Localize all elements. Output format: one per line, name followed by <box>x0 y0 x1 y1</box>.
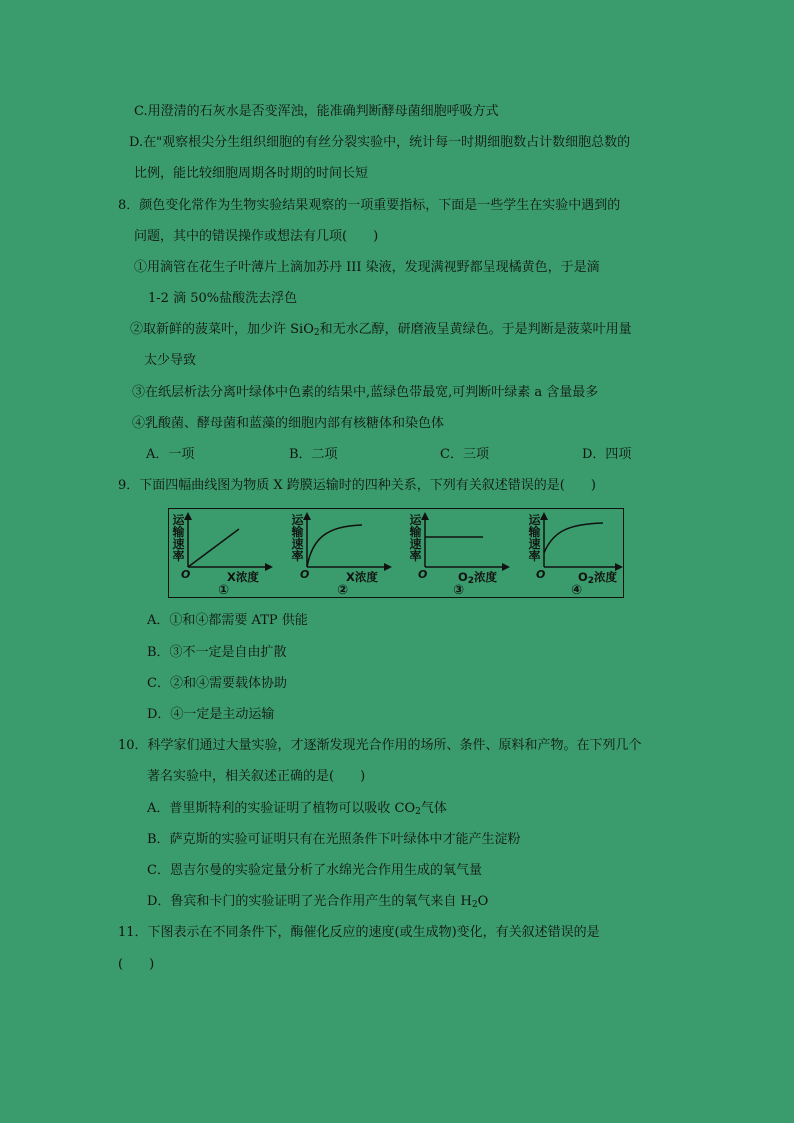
q8-item1-line2: 1-2 滴 50%盐酸洗去浮色 <box>148 291 298 306</box>
q9-graph-panel <box>168 508 624 598</box>
graph-3-number: ③ <box>453 583 465 598</box>
graph-1-ylabel: 运输速率 <box>172 513 185 563</box>
graph-3 <box>406 509 520 597</box>
q9-option-b: B．③不一定是自由扩散 <box>147 645 287 660</box>
graph-2-curve <box>307 525 362 567</box>
graph-2 <box>288 509 402 597</box>
q11-stem-line1: 11．下图表示在不同条件下，酶催化反应的速度(或生成物)变化，有关叙述错误的是 <box>118 925 600 940</box>
graph-1-number: ① <box>218 583 230 598</box>
q10-option-a: A．普里斯特利的实验证明了植物可以吸收 $CO_2$气体 <box>147 801 447 817</box>
graph-3-ylabel: 运输速率 <box>409 513 422 563</box>
graph-1 <box>169 509 283 597</box>
prev-option-d-line2: 比例，能比较细胞周期各时期的时间长短 <box>134 166 369 181</box>
graph-2-ylabel: 运输速率 <box>291 513 304 563</box>
q8-option-b: B．二项 <box>289 447 338 462</box>
q8-item3: ③在纸层析法分离叶绿体中色素的结果中,蓝绿色带最宽,可判断叶绿素 a 含量最多 <box>132 385 599 400</box>
graph-4 <box>511 509 625 597</box>
q8-item1-line1: ①用滴管在花生子叶薄片上滴加苏丹 III 染液，发现满视野都呈现橘黄色，于是滴 <box>134 260 600 275</box>
graph-4-curve <box>544 523 603 553</box>
q8-item4: ④乳酸菌、酵母菌和蓝藻的细胞内部有核糖体和染色体 <box>132 416 445 431</box>
q9-stem: 9．下面四幅曲线图为物质 X 跨膜运输时的四种关系，下列有关叙述错误的是( ) <box>118 478 596 493</box>
graph-1-origin: O <box>181 568 191 581</box>
graph-4-number: ④ <box>571 583 583 598</box>
prev-option-c: C.用澄清的石灰水是否变浑浊，能准确判断酵母菌细胞呼吸方式 <box>134 104 499 119</box>
q8-item2-line1: ②取新鲜的菠菜叶，加少许 SiO$_2$和无水乙醇，研磨液呈黄绿色。于是判断是菠菜叶用量 <box>130 322 632 338</box>
q8-item2-line2: 太少导致 <box>144 353 197 368</box>
q9-option-a: A．①和④都需要 ATP 供能 <box>147 613 308 628</box>
graph-3-origin: O <box>418 568 428 581</box>
q10-option-d: D．鲁宾和卡门的实验证明了光合作用产生的氧气来自 $H_2O$ <box>147 894 489 910</box>
q8-option-d: D．四项 <box>582 447 632 462</box>
graph-2-xlabel: X浓度 <box>346 570 378 584</box>
q9-option-c: C．②和④需要载体协助 <box>147 676 287 691</box>
graph-4-origin: O <box>536 568 546 581</box>
graph-2-number: ② <box>337 583 349 598</box>
q8-stem-line2: 问题，其中的错误操作或想法有几项( ) <box>134 229 379 244</box>
q9-option-d: D．④一定是主动运输 <box>147 707 275 722</box>
q8-option-c: C．三项 <box>440 447 489 462</box>
q8-stem-line1: 8．颜色变化常作为生物实验结果观察的一项重要指标，下面是一些学生在实验中遇到的 <box>118 198 621 213</box>
graph-1-curve <box>188 529 239 567</box>
q11-stem-line2: ( ) <box>118 957 155 972</box>
q10-option-b: B．萨克斯的实验可证明只有在光照条件下叶绿体中才能产生淀粉 <box>147 832 521 847</box>
graph-2-origin: O <box>300 568 310 581</box>
q10-option-c: C．恩吉尔曼的实验定量分析了水绵光合作用生成的氧气量 <box>147 863 482 878</box>
graph-4-ylabel: 运输速率 <box>528 513 541 563</box>
graph-3-xlabel: $O_2$浓度 <box>458 570 498 586</box>
prev-option-d-line1: D.在"观察根尖分生组织细胞的有丝分裂实验中，统计每一时期细胞数占计数细胞总数的 <box>129 135 631 150</box>
q8-option-a: A．一项 <box>146 447 195 462</box>
graph-1-xlabel: X浓度 <box>227 570 259 584</box>
graph-4-xlabel: $O_2$浓度 <box>578 570 618 586</box>
q10-stem-line2: 著名实验中，相关叙述正确的是( ) <box>147 769 366 784</box>
q10-stem-line1: 10．科学家们通过大量实验，才逐渐发现光合作用的场所、条件、原料和产物。在下列几个 <box>118 738 642 753</box>
